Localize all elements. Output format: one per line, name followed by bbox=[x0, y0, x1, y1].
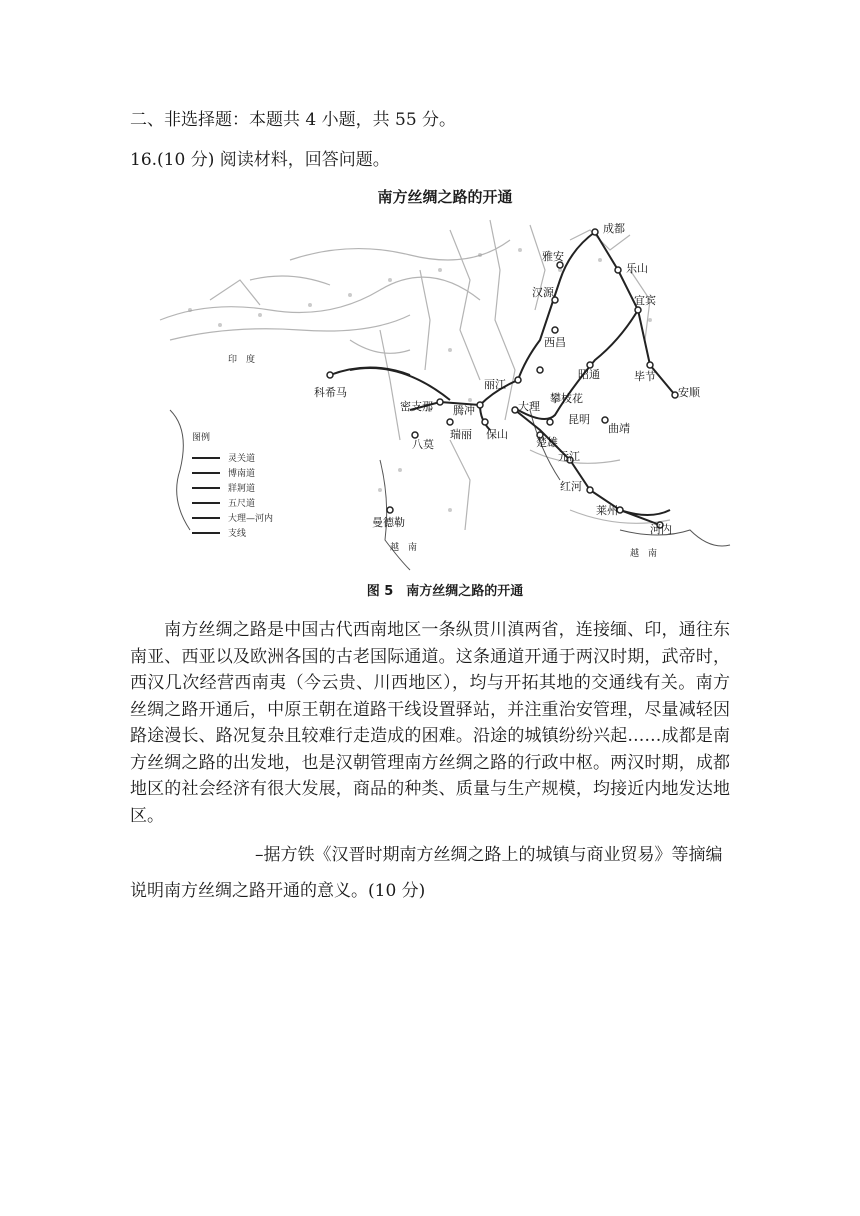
city-mandalay: 曼德勒 bbox=[372, 516, 405, 529]
city-mizhina: 密支那 bbox=[400, 400, 433, 413]
map-figure bbox=[150, 180, 740, 600]
region-india: 印 度 bbox=[228, 355, 256, 365]
city-honghe: 红河 bbox=[560, 480, 582, 493]
city-chengdu: 成都 bbox=[603, 222, 625, 235]
city-yibin: 宜宾 bbox=[634, 294, 656, 307]
city-zhaotong: 昭通 bbox=[578, 368, 600, 381]
legend-item bbox=[192, 452, 255, 464]
section-heading: 二、非选择题：本题共 4 小题，共 55 分。 bbox=[130, 110, 457, 130]
map-image bbox=[150, 210, 740, 575]
map-caption: 图 5 南方丝绸之路的开通 bbox=[366, 584, 524, 599]
city-xichang: 西昌 bbox=[544, 336, 566, 349]
region-labels bbox=[228, 353, 657, 559]
city-lijiang: 丽江 bbox=[484, 378, 506, 391]
legend-item bbox=[192, 467, 255, 479]
city-kehima: 科希马 bbox=[314, 386, 347, 399]
reading-passage bbox=[130, 617, 730, 829]
question-heading: 16.(10 分) 阅读材料，回答问题。 bbox=[130, 150, 390, 170]
legend-item bbox=[192, 527, 246, 539]
svg-text:支线: 支线 bbox=[228, 529, 247, 539]
svg-text:五尺道: 五尺道 bbox=[228, 499, 256, 509]
city-hanyuan: 汉源 bbox=[532, 286, 554, 299]
city-qujing: 曲靖 bbox=[608, 422, 630, 435]
map-title: 南方丝绸之路的开通 bbox=[377, 188, 513, 206]
svg-text:博南道: 博南道 bbox=[228, 469, 256, 479]
passage-text: 南方丝绸之路是中国古代西南地区一条纵贯川滇两省，连接缅、印，通往东南亚、西亚以及欧洲各国的古老国际通道。这条通道开通于两汉时期，武帝时，西汉几次经营西南夷（今云贵、川西地区），均与开拓其地的交通线有关。南方丝绸之路开通后，中原王朝在道路干线设置驿站，并注重治安管理，尽量减轻因路途漫长、路况复杂且较难行走造成的困难。沿途的城镇纷纷兴起……成都是南方丝绸之路的出发地，也是汉朝管理南方丝绸之路的行政中枢。两汉时期，成都地区的社会经济有很大发展，商品的种类、质量与生产规模，均接近内地发达地区。 bbox=[130, 620, 730, 826]
svg-text:大理—河内: 大理—河内 bbox=[228, 514, 274, 524]
city-labels bbox=[314, 221, 701, 536]
city-panzhihua: 攀枝花 bbox=[550, 392, 583, 405]
legend-item bbox=[192, 482, 255, 494]
map-legend bbox=[192, 431, 273, 539]
city-dali: 大理 bbox=[518, 400, 540, 413]
city-tengchong: 腾冲 bbox=[453, 404, 475, 417]
city-kunming: 昆明 bbox=[568, 413, 590, 426]
legend-item bbox=[192, 512, 273, 524]
question-prompt: 说明南方丝绸之路开通的意义。(10 分) bbox=[130, 881, 426, 901]
city-laizhou: 莱州 bbox=[596, 504, 618, 517]
svg-text:灵关道: 灵关道 bbox=[228, 454, 256, 464]
city-chuxiong: 楚雄 bbox=[536, 436, 558, 449]
city-bamo: 八莫 bbox=[412, 438, 434, 451]
region-vietnam-1: 越 南 bbox=[390, 543, 418, 553]
city-anshun: 安顺 bbox=[678, 386, 700, 399]
city-yuanjiang: 元江 bbox=[558, 450, 580, 463]
city-ruili: 瑞丽 bbox=[450, 428, 472, 441]
city-yaan: 雅安 bbox=[542, 250, 564, 263]
city-leshan: 乐山 bbox=[626, 262, 648, 275]
legend-item bbox=[192, 497, 255, 509]
city-hanoi: 河内 bbox=[650, 523, 672, 536]
legend-title: 图例 bbox=[192, 433, 211, 443]
source-citation: –据方铁《汉晋时期南方丝绸之路上的城镇与商业贸易》等摘编 bbox=[255, 845, 723, 865]
svg-text:牂牁道: 牂牁道 bbox=[228, 484, 256, 494]
city-baoshan: 保山 bbox=[486, 428, 508, 441]
region-vietnam-2: 越 南 bbox=[630, 549, 658, 559]
city-bijie: 毕节 bbox=[634, 370, 656, 383]
